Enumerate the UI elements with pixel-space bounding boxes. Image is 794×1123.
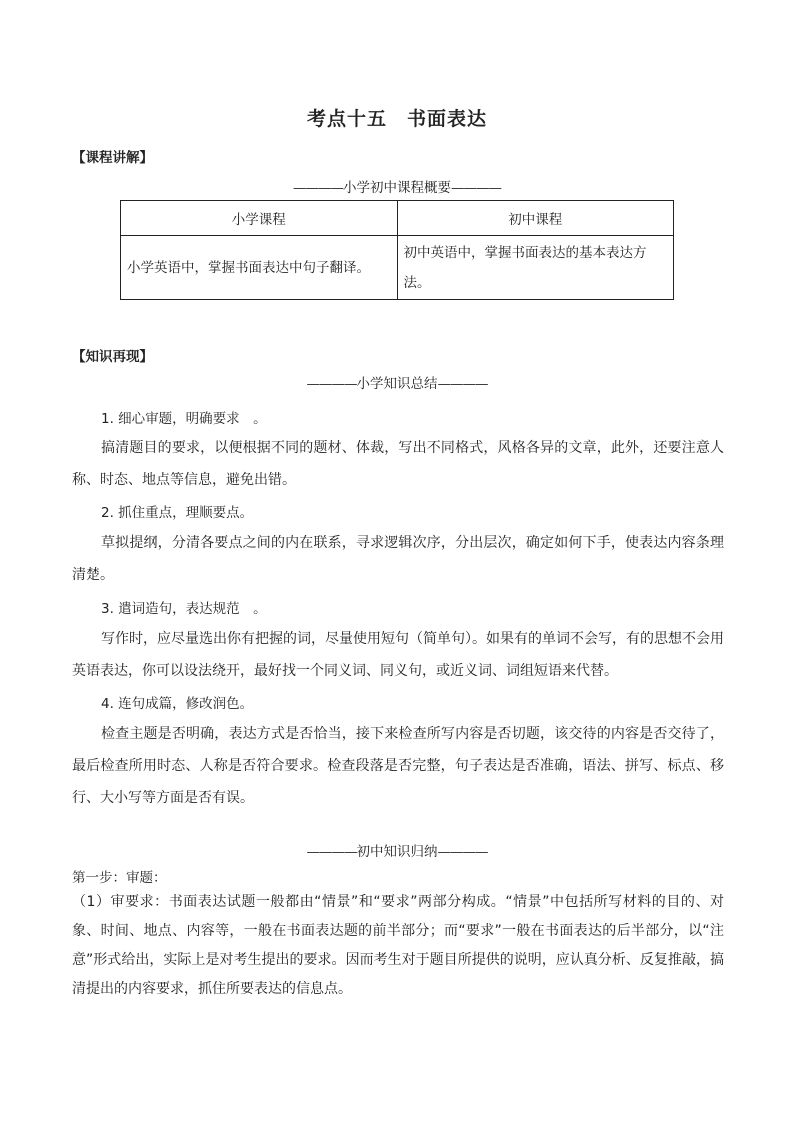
table-header-middle: 初中课程 [397,201,674,236]
table-header-row [121,201,674,236]
item-2-body: 草拟提纲，分清各要点之间的内在联系，寻求逻辑次序，分出层次，确定如何下手，使表达内容条理清楚。 [72,535,724,583]
primary-divider-title [0,372,794,392]
lecture-section-label: 【课程讲解】 [72,150,153,166]
table-body-row [121,236,674,300]
item-3-body: 写作时，应尽量选出你有把握的词，尽量使用短句（简单句）。如果有的单词不会写，有的思想不会用英语表达，你可以设法绕开，最好找一个同义词、同义句，或近义词、词组短语来代替。 [72,631,724,679]
divider-dash-left: ———— [306,844,357,860]
divider-dash-left: ———— [293,180,343,196]
divider-dash-right: ———— [451,180,501,196]
item-1-heading: 1. 细心审题，明确要求 。 [101,411,267,427]
course-overview-table [120,200,674,300]
middle-divider-title [0,840,794,860]
item-2-heading: 2. 抓住重点，理顺要点。 [101,505,254,521]
table-header-primary: 小学课程 [121,201,398,236]
review-section-label: 【知识再现】 [72,349,153,365]
table-cell-primary: 小学英语中，掌握书面表达中句子翻译。 [121,236,398,300]
overview-divider-title [0,176,794,196]
step-1-label: 第一步：审题： [72,870,167,886]
divider-dash-right: ———— [437,376,488,392]
step-1-paragraph: （1）审要求：书面表达试题一般都由“情景”和“要求”两部分构成。“情景”中包括所写材料的目的、对象、时间、地点、内容等，一般在书面表达题的前半部分；而“要求”一般在书面表达的后半部分，以“注意”形式给出，实际上是对考生提出的要求。因而考生对于题目所提供的说明，应认真分析、反复推敲，搞清提出的内容要求，抓住所要表达的信息点。 [72,894,724,997]
item-4-heading: 4. 连句成篇，修改润色。 [101,696,254,712]
item-4-body: 检查主题是否明确，表达方式是否恰当，接下来检查所写内容是否切题，该交待的内容是否交待了，最后检查所用时态、人称是否符合要求。检查段落是否完整，句子表达是否准确，语法、拼写、标点、移行、大小写等方面是否有误。 [72,726,724,806]
item-1-body: 搞清题目的要求，以便根据不同的题材、体裁，写出不同格式，风格各异的文章，此外，还要注意人称、时态、地点等信息，避免出错。 [72,440,724,488]
divider-dash-left: ———— [306,376,357,392]
divider-dash-right: ———— [437,844,488,860]
table-cell-middle: 初中英语中，掌握书面表达的基本表达方法。 [397,236,674,300]
overview-title-text: 小学初中课程概要 [343,180,451,196]
item-3-heading: 3. 遣词造句，表达规范 。 [101,601,267,617]
page-title: 考点十五 书面表达 [306,108,487,130]
primary-title-text: 小学知识总结 [356,376,438,392]
middle-title-text: 初中知识归纳 [356,844,438,860]
